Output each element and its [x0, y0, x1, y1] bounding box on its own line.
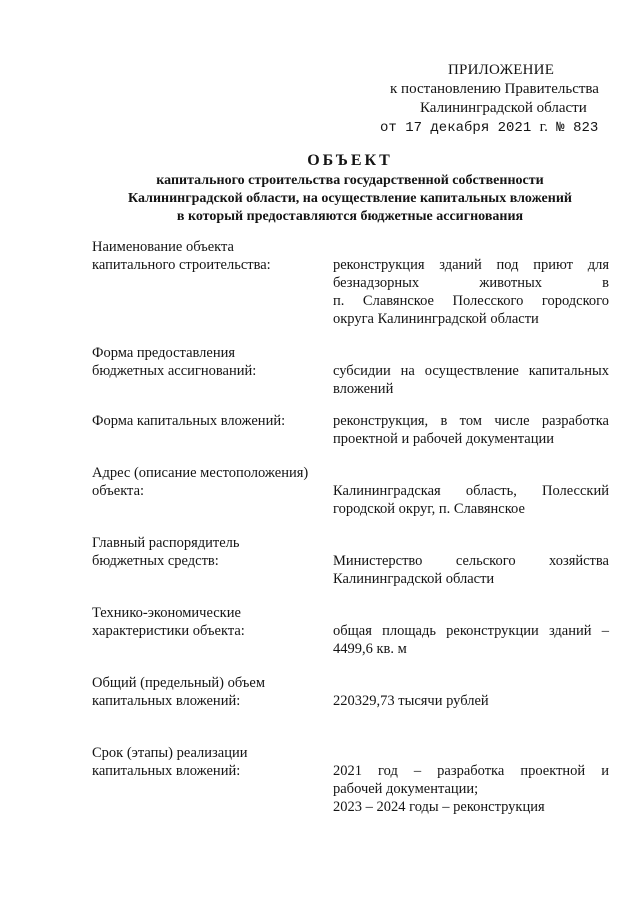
field-label-line-1: Адрес (описание местоположения) [92, 465, 309, 481]
field-value-line: безнадзорных животных в [333, 275, 609, 291]
field-label-line-1: Технико-экономические [92, 605, 241, 621]
field-label [92, 674, 322, 710]
field-value-line: проектной и рабочей документации [333, 431, 555, 447]
field-label [92, 238, 322, 274]
field-value [333, 762, 609, 816]
field-value-line: Калининградской области [333, 571, 495, 587]
document-subtitle-line-1: капитального строительства государственной собственности [156, 173, 544, 188]
field-label-line-1: Срок (этапы) реализации [92, 745, 248, 761]
field-value-line: субсидии на осуществление капитальных [333, 363, 609, 379]
field-value-line: Калининградская область, Полесский [333, 483, 609, 499]
field-label [92, 534, 322, 570]
appendix-date-line [360, 118, 610, 138]
field-value-line: 2023 – 2024 годы – реконструкция [333, 799, 545, 815]
document-heading [70, 150, 630, 226]
field-label-line-1: Наименование объекта [92, 239, 234, 255]
field-label-line-1: Форма предоставления [92, 345, 236, 361]
field-value [333, 692, 609, 710]
field-value-line: 4499,6 кв. м [333, 641, 407, 657]
field-value-line: вложений [333, 381, 394, 397]
appendix-title: ПРИЛОЖЕНИЕ [448, 62, 555, 78]
document-subtitle-line-2: Калининградской области, на осуществление капитальных вложений [128, 191, 572, 206]
field-label-line-1: Общий (предельный) объем [92, 675, 265, 691]
field-value-line: 220329,73 тысячи рублей [333, 693, 489, 709]
field-label-line-2: капитальных вложений: [92, 763, 241, 779]
appendix-number: № 823 [556, 120, 599, 136]
field-value [333, 552, 609, 588]
appendix-region-line: Калининградской области [420, 100, 587, 116]
field-label-line-1: Главный распорядитель [92, 535, 240, 551]
field-value-line: округа Калининградской области [333, 311, 539, 327]
appendix-year-suffix: г. [539, 119, 548, 135]
field-label-line-2: капитального строительства: [92, 257, 271, 273]
document-subtitle-line-3: в который предоставляются бюджетные ассигнования [176, 209, 524, 224]
field-value-line: реконструкция зданий под приют для [333, 257, 609, 273]
field-label-line-2: характеристики объекта: [92, 623, 245, 639]
appendix-resolution-line: к постановлению Правительства [390, 81, 599, 97]
field-value [333, 482, 609, 518]
field-label [92, 412, 322, 430]
field-value-line: общая площадь реконструкции зданий – [333, 623, 609, 639]
document-title: ОБЪЕКТ [307, 152, 393, 169]
field-value-line: реконструкция, в том числе разработка [333, 413, 609, 429]
field-value [333, 412, 609, 448]
field-value-line: Министерство сельского хозяйства [333, 553, 609, 569]
field-value-line: п. Славянское Полесского городского [333, 293, 609, 309]
field-value [333, 622, 609, 658]
field-value-line: городской округ, п. Славянское [333, 501, 525, 517]
field-label-line-2: бюджетных ассигнований: [92, 363, 257, 379]
field-value [333, 362, 609, 398]
field-label [92, 604, 322, 640]
field-label [92, 344, 322, 380]
field-label-line-2: бюджетных средств: [92, 553, 219, 569]
field-value-line: рабочей документации; [333, 781, 479, 797]
field-label-line-2: объекта: [92, 483, 145, 499]
field-value [333, 256, 609, 328]
appendix-date: от 17 декабря 2021 [380, 120, 532, 136]
field-label [92, 464, 322, 500]
field-label-line-2: капитальных вложений: [92, 693, 241, 709]
field-value-line: 2021 год – разработка проектной и [333, 763, 609, 779]
appendix-block [360, 61, 610, 138]
field-label [92, 744, 322, 780]
field-label-line-1: Форма капитальных вложений: [92, 413, 286, 429]
